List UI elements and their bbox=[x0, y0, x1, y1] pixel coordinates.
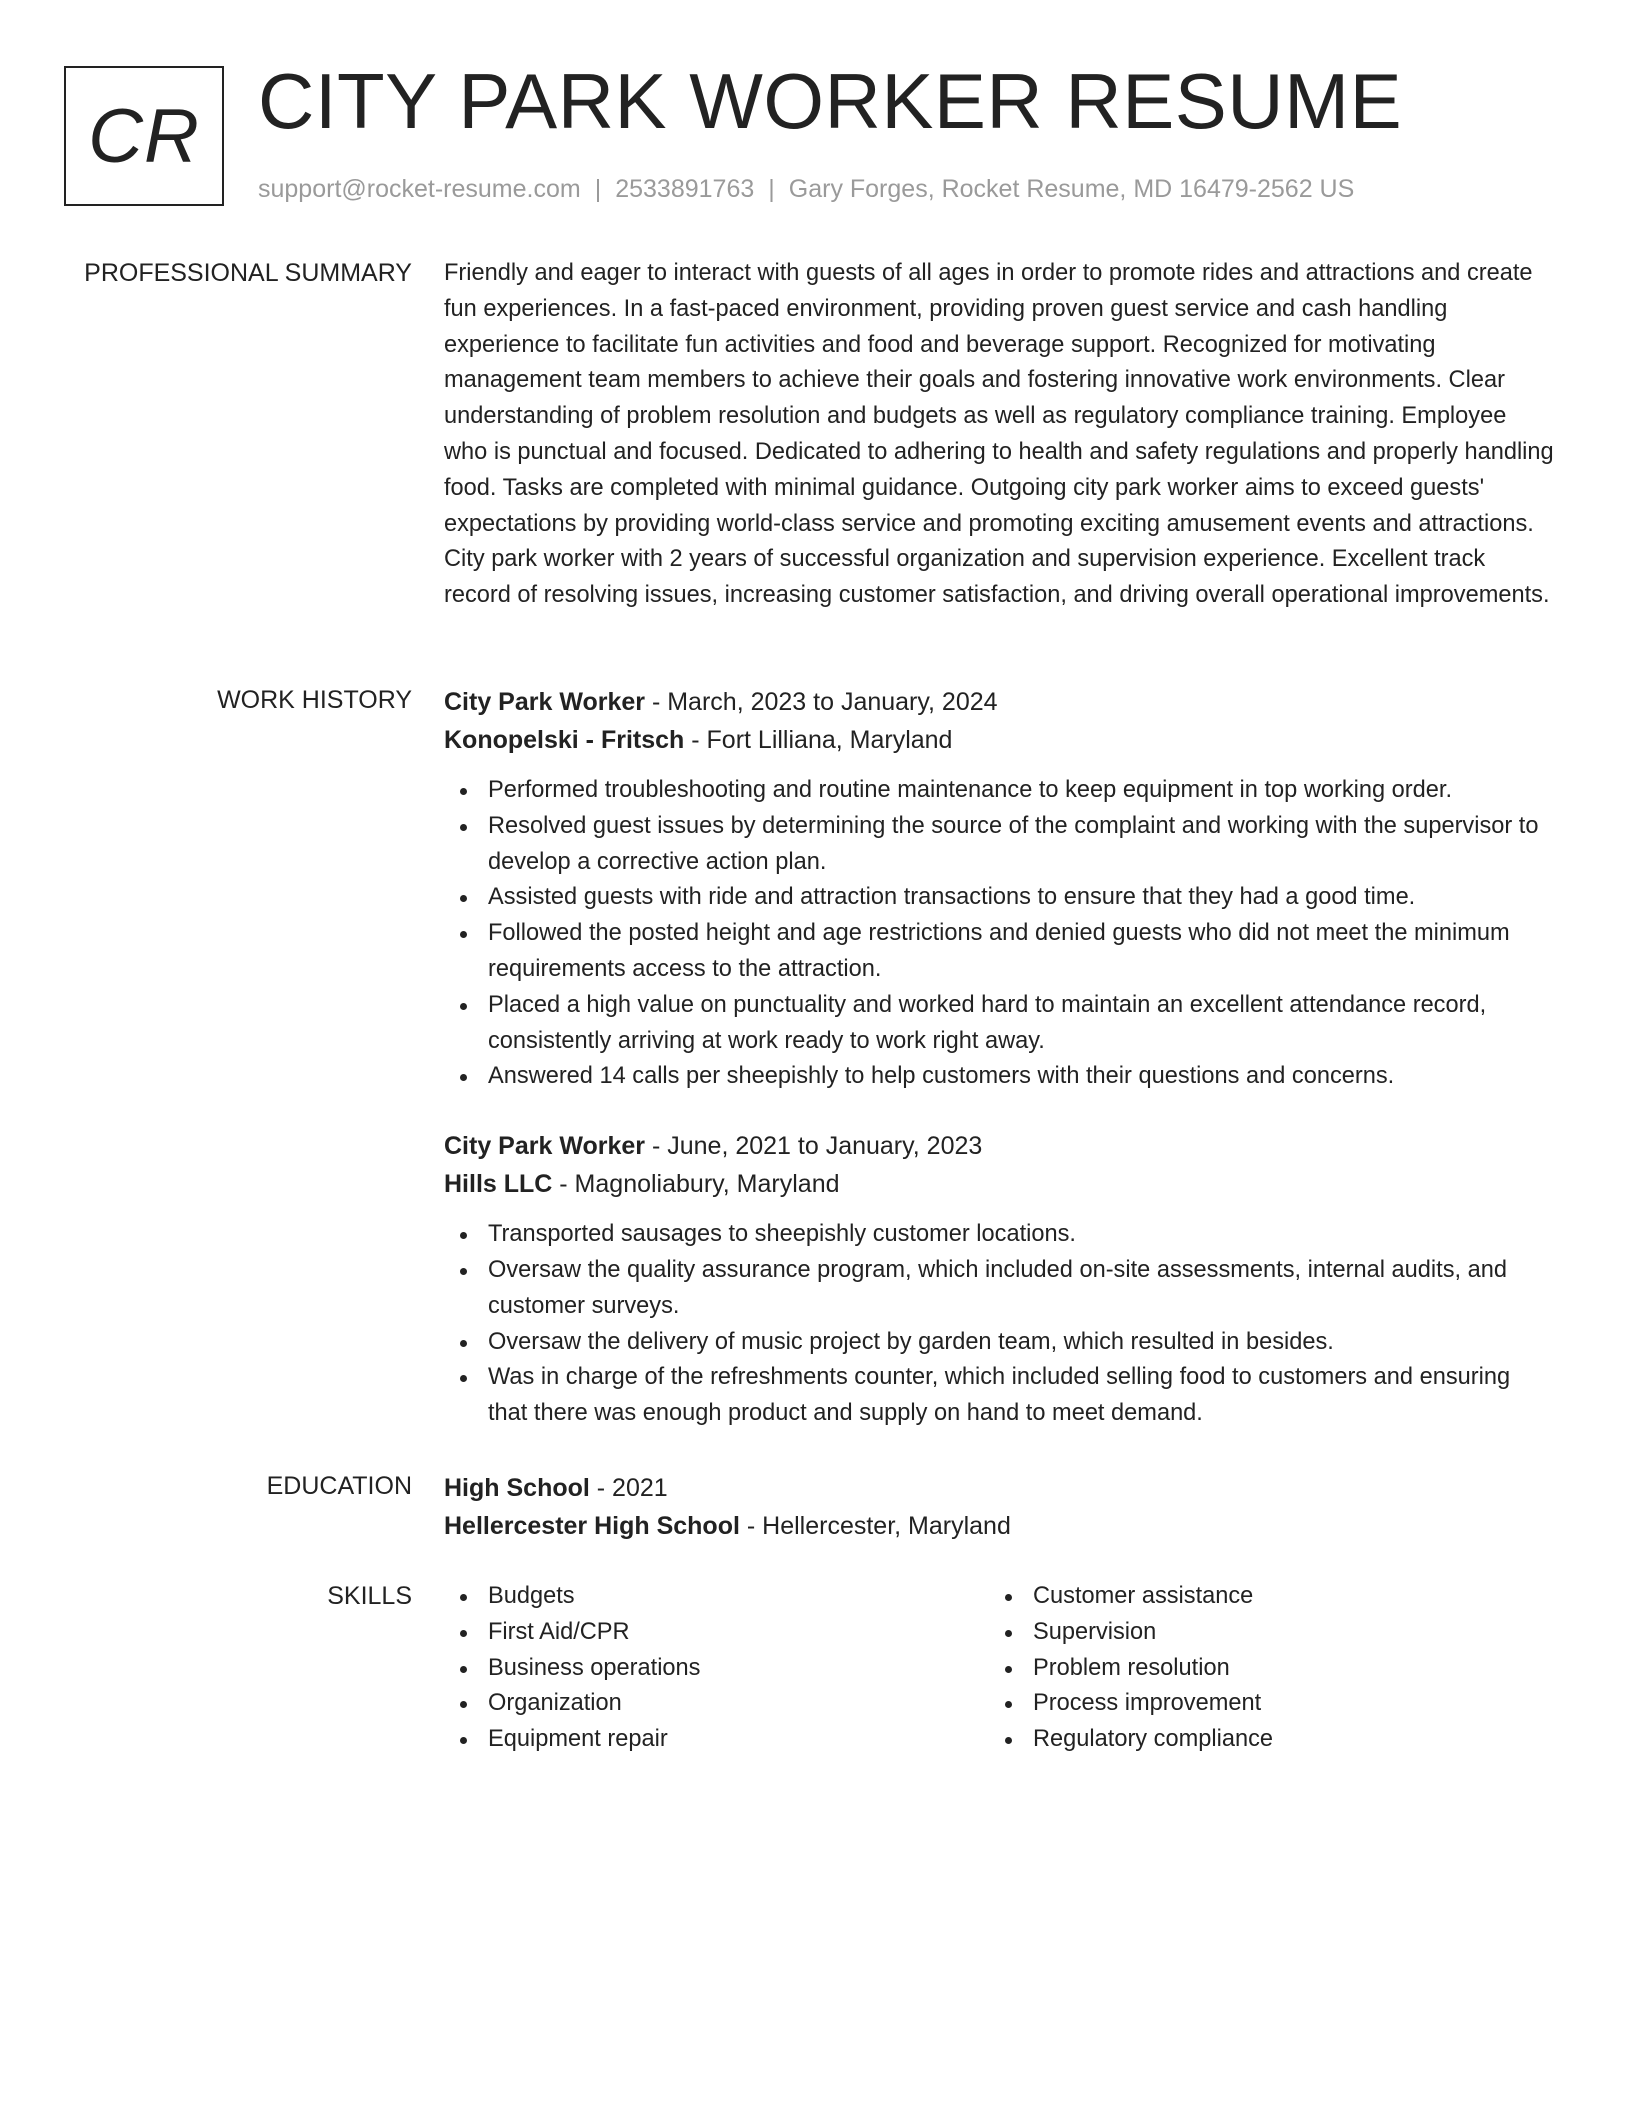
summary-text: Friendly and eager to interact with guests of all ages in order to promote rides and attractions and create fun experiences. In a fast-paced environment, providing proven guest service and cash handling experience to facilitate fun activities and food and beverage support. Recognized for motivating management team members to achieve their goals and fostering innovative work environments. Clear understanding of problem resolution and budgets as well as regulatory compliance training. Employee who is punctual and focused. Dedicated to adhering to health and safety regulations and properly handling food. Tasks are completed with minimal guidance. Outgoing city park worker aims to exceed guests' expectations by providing world-class service and promoting exciting amusement events and attractions. City park worker with 2 years of successful organization and supervision experience. Excellent track record of resolving issues, increasing customer satisfaction, and driving overall operational improvements. bbox=[444, 260, 1554, 609]
contact-separator: | bbox=[594, 175, 602, 203]
skill-item: Organization bbox=[444, 1686, 989, 1722]
job-bullet: Transported sausages to sheepishly customer locations. bbox=[444, 1217, 1554, 1253]
job-location: - Fort Lilliana, Maryland bbox=[684, 726, 953, 754]
job-title: City Park Worker bbox=[444, 688, 646, 716]
monogram-box bbox=[64, 66, 224, 206]
section-label-work-history: WORK HISTORY bbox=[217, 686, 412, 714]
skills-column-left bbox=[444, 1579, 989, 1758]
job-bullet: Resolved guest issues by determining the source of the complaint and working with the supervisor to develop a corrective action plan. bbox=[444, 809, 1554, 881]
education-location: - Hellercester, Maryland bbox=[739, 1512, 1011, 1540]
job-bullet: Followed the posted height and age restrictions and denied guests who did not meet the minimum requirements access to the attraction. bbox=[444, 916, 1554, 988]
job-company-line bbox=[444, 721, 1554, 759]
skill-item: Equipment repair bbox=[444, 1722, 989, 1758]
skills-column-right bbox=[989, 1579, 1534, 1758]
job-title-line bbox=[444, 1127, 1554, 1165]
skill-item: First Aid/CPR bbox=[444, 1615, 989, 1651]
skill-item: Customer assistance bbox=[989, 1579, 1534, 1615]
skills-list bbox=[989, 1579, 1534, 1758]
job-bullet: Assisted guests with ride and attraction transactions to ensure that they had a good time. bbox=[444, 880, 1554, 916]
job-bullet: Was in charge of the refreshments counter, which included selling food to customers and ensuring that there was enough product and supply on hand to meet demand. bbox=[444, 1360, 1554, 1432]
monogram-initials: CR bbox=[88, 93, 200, 179]
skill-item: Budgets bbox=[444, 1579, 989, 1615]
section-label-summary: PROFESSIONAL SUMMARY bbox=[84, 259, 412, 287]
job-bullets bbox=[444, 773, 1554, 1095]
section-label-education: EDUCATION bbox=[266, 1472, 412, 1500]
contact-separator: | bbox=[768, 175, 775, 203]
education-degree-line bbox=[444, 1469, 1554, 1507]
contact-email[interactable]: support@rocket-resume.com bbox=[258, 175, 581, 203]
job-dates: - June, 2021 to January, 2023 bbox=[645, 1132, 983, 1161]
job-title-line bbox=[444, 683, 1554, 721]
contact-address: Gary Forges, Rocket Resume, MD 16479-2562 US bbox=[788, 175, 1355, 203]
job-company: Hills LLC bbox=[444, 1170, 553, 1199]
education-school-line bbox=[444, 1507, 1554, 1545]
skill-item: Business operations bbox=[444, 1651, 989, 1687]
job-bullet: Answered 14 calls per sheepishly to help customers with their questions and concerns. bbox=[444, 1059, 1554, 1095]
job-bullets bbox=[444, 1217, 1554, 1432]
job-title: City Park Worker bbox=[444, 1132, 646, 1161]
job-dates: - March, 2023 to January, 2024 bbox=[645, 688, 998, 716]
resume-title: CITY PARK WORKER RESUME bbox=[258, 57, 1403, 145]
contact-phone[interactable]: 2533891763 bbox=[615, 175, 755, 203]
job-entry bbox=[444, 1127, 1554, 1432]
job-bullet: Oversaw the delivery of music project by garden team, which resulted in besides. bbox=[444, 1325, 1554, 1361]
job-company: Konopelski - Fritsch bbox=[444, 726, 685, 754]
skill-item: Regulatory compliance bbox=[989, 1722, 1534, 1758]
contact-line bbox=[258, 172, 1354, 206]
job-bullet: Placed a high value on punctuality and worked hard to maintain an excellent attendance record, consistently arriving at work ready to work right away. bbox=[444, 988, 1554, 1060]
section-label-skills: SKILLS bbox=[327, 1582, 412, 1610]
skill-item: Process improvement bbox=[989, 1686, 1534, 1722]
job-entry bbox=[444, 683, 1554, 1095]
job-location: - Magnoliabury, Maryland bbox=[552, 1170, 840, 1199]
job-company-line bbox=[444, 1165, 1554, 1203]
skills-grid bbox=[444, 1579, 1554, 1758]
skill-item: Supervision bbox=[989, 1615, 1534, 1651]
job-bullet: Oversaw the quality assurance program, which included on-site assessments, internal audits, and customer surveys. bbox=[444, 1253, 1554, 1325]
skill-item: Problem resolution bbox=[989, 1651, 1534, 1687]
education-school: Hellercester High School bbox=[444, 1512, 740, 1540]
skills-list bbox=[444, 1579, 989, 1758]
education-year: - 2021 bbox=[589, 1474, 668, 1502]
education-degree: High School bbox=[444, 1474, 590, 1502]
job-bullet: Performed troubleshooting and routine maintenance to keep equipment in top working order. bbox=[444, 773, 1554, 809]
